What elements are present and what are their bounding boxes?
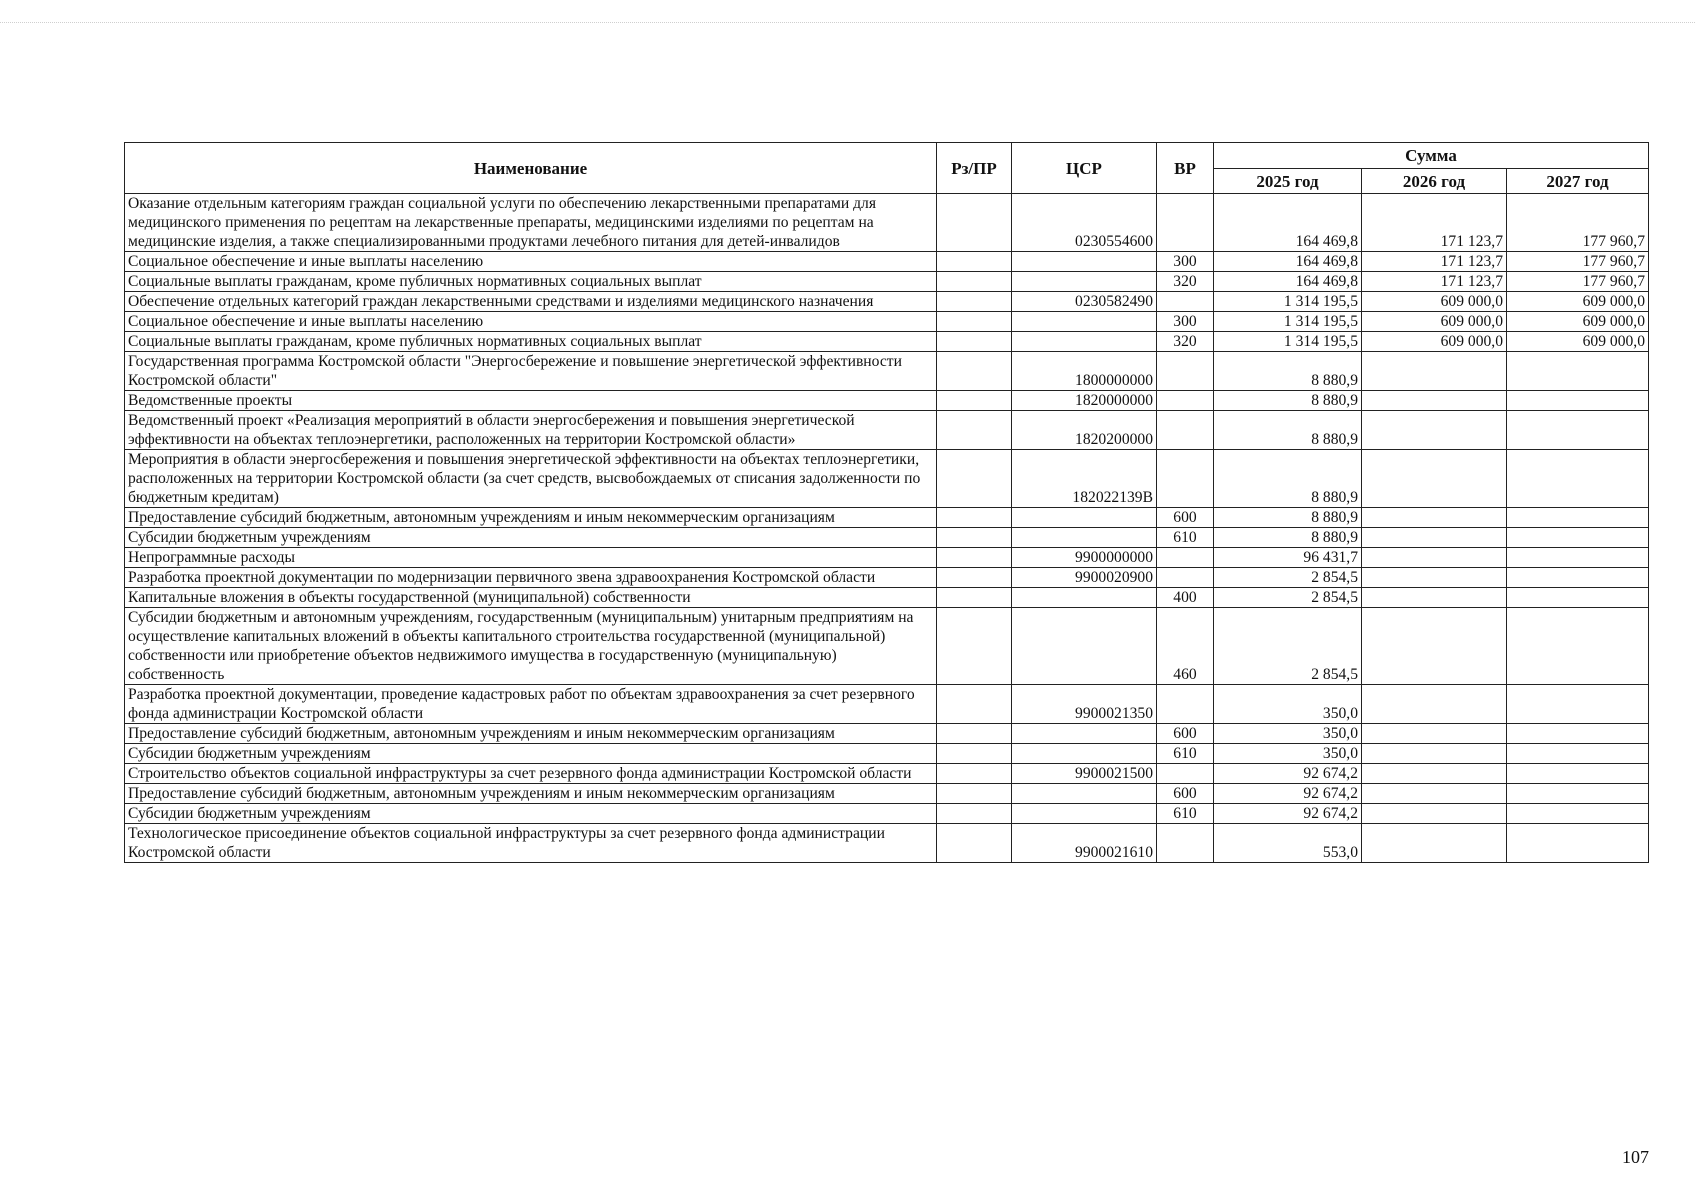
cell-2026: 609 000,0 [1362, 312, 1507, 332]
cell-name: Обеспечение отдельных категорий граждан лекарственными средствами и изделиями медицинского назначения [125, 292, 937, 312]
cell-2025: 8 880,9 [1214, 528, 1362, 548]
cell-vr: 610 [1157, 744, 1214, 764]
cell-2027 [1507, 588, 1649, 608]
table-row [125, 272, 1649, 292]
cell-2027 [1507, 804, 1649, 824]
cell-name: Разработка проектной документации по модернизации первичного звена здравоохранения Костромской области [125, 568, 937, 588]
cell-2026: 609 000,0 [1362, 292, 1507, 312]
page-number: 107 [1622, 1147, 1649, 1167]
cell-2025: 8 880,9 [1214, 391, 1362, 411]
table-row [125, 588, 1649, 608]
column-header-2027: 2027 год [1507, 169, 1649, 194]
cell-vr: 600 [1157, 784, 1214, 804]
cell-name: Мероприятия в области энергосбережения и повышения энергетической эффективности на объектах теплоэнергетики, расположенных на территории Костромской области (за счет средств, высвобождаемых от списания задолженности по бюджетным кредитам) [125, 450, 937, 508]
column-header-2025: 2025 год [1214, 169, 1362, 194]
cell-2027: 177 960,7 [1507, 252, 1649, 272]
cell-2027 [1507, 764, 1649, 784]
cell-rzpr [937, 568, 1012, 588]
cell-name: Предоставление субсидий бюджетным, автономным учреждениям и иным некоммерческим организациям [125, 784, 937, 804]
cell-rzpr [937, 292, 1012, 312]
table-row [125, 548, 1649, 568]
cell-2025: 8 880,9 [1214, 508, 1362, 528]
table-row [125, 312, 1649, 332]
cell-2026 [1362, 588, 1507, 608]
table-row [125, 568, 1649, 588]
cell-vr [1157, 292, 1214, 312]
cell-2025: 92 674,2 [1214, 804, 1362, 824]
cell-name: Ведомственный проект «Реализация мероприятий в области энергосбережения и повышения энергетической эффективности на объектах теплоэнергетики, расположенных на территории Костромской области» [125, 411, 937, 450]
cell-name: Социальное обеспечение и иные выплаты населению [125, 312, 937, 332]
cell-vr: 400 [1157, 588, 1214, 608]
cell-name: Государственная программа Костромской области "Энергосбережение и повышение энергетической эффективности Костромской области" [125, 352, 937, 391]
table-row [125, 685, 1649, 724]
cell-name: Оказание отдельным категориям граждан социальной услуги по обеспечению лекарственными препаратами для медицинского применения по рецептам на лекарственные препараты, медицинскими изделиями по рецептам на медицинские изделия, а также специализированными продуктами лечебного питания для детей-инвалидов [125, 194, 937, 252]
cell-csr [1012, 508, 1157, 528]
table-row [125, 744, 1649, 764]
cell-2025: 1 314 195,5 [1214, 292, 1362, 312]
cell-2026 [1362, 608, 1507, 685]
cell-csr: 1820000000 [1012, 391, 1157, 411]
cell-name: Предоставление субсидий бюджетным, автономным учреждениям и иным некоммерческим организациям [125, 508, 937, 528]
cell-csr [1012, 588, 1157, 608]
cell-csr: 9900021500 [1012, 764, 1157, 784]
cell-2026 [1362, 764, 1507, 784]
cell-rzpr [937, 528, 1012, 548]
cell-2027 [1507, 724, 1649, 744]
cell-name: Субсидии бюджетным учреждениям [125, 804, 937, 824]
cell-2027: 609 000,0 [1507, 332, 1649, 352]
cell-csr: 1800000000 [1012, 352, 1157, 391]
cell-name: Технологическое присоединение объектов социальной инфраструктуры за счет резервного фонда администрации Костромской области [125, 824, 937, 863]
cell-2025: 92 674,2 [1214, 764, 1362, 784]
cell-2026 [1362, 685, 1507, 724]
cell-2025: 350,0 [1214, 744, 1362, 764]
scan-artifact-line [0, 22, 1695, 23]
cell-name: Субсидии бюджетным и автономным учреждениям, государственным (муниципальным) унитарным предприятиям на осуществление капитальных вложений в объекты капитального строительства государственной (муниципальной) собственности или приобретение объектов недвижимого имущества в государственную (муниципальную) собственность [125, 608, 937, 685]
table-row [125, 450, 1649, 508]
cell-2025: 553,0 [1214, 824, 1362, 863]
cell-2026 [1362, 784, 1507, 804]
cell-rzpr [937, 508, 1012, 528]
cell-csr: 0230582490 [1012, 292, 1157, 312]
budget-table [124, 142, 1649, 863]
cell-2027 [1507, 608, 1649, 685]
table-row [125, 292, 1649, 312]
cell-2027: 177 960,7 [1507, 272, 1649, 292]
cell-vr: 320 [1157, 272, 1214, 292]
cell-rzpr [937, 804, 1012, 824]
cell-2025: 164 469,8 [1214, 272, 1362, 292]
cell-name: Социальные выплаты гражданам, кроме публичных нормативных социальных выплат [125, 272, 937, 292]
cell-vr [1157, 352, 1214, 391]
cell-vr [1157, 824, 1214, 863]
cell-rzpr [937, 450, 1012, 508]
cell-vr [1157, 685, 1214, 724]
cell-2027 [1507, 784, 1649, 804]
cell-2026: 171 123,7 [1362, 194, 1507, 252]
cell-2026 [1362, 804, 1507, 824]
cell-vr [1157, 764, 1214, 784]
cell-2025: 164 469,8 [1214, 194, 1362, 252]
cell-name: Субсидии бюджетным учреждениям [125, 744, 937, 764]
table-row [125, 724, 1649, 744]
cell-2026 [1362, 548, 1507, 568]
cell-name: Разработка проектной документации, проведение кадастровых работ по объектам здравоохранения за счет резервного фонда администрации Костромской области [125, 685, 937, 724]
cell-2027 [1507, 548, 1649, 568]
cell-name: Строительство объектов социальной инфраструктуры за счет резервного фонда администрации Костромской области [125, 764, 937, 784]
cell-2026: 171 123,7 [1362, 272, 1507, 292]
cell-csr [1012, 252, 1157, 272]
cell-2025: 1 314 195,5 [1214, 312, 1362, 332]
column-header-csr: ЦСР [1012, 143, 1157, 194]
table-row [125, 508, 1649, 528]
cell-csr: 9900000000 [1012, 548, 1157, 568]
cell-csr [1012, 312, 1157, 332]
cell-2027 [1507, 411, 1649, 450]
cell-csr [1012, 724, 1157, 744]
cell-2026 [1362, 411, 1507, 450]
cell-2025: 2 854,5 [1214, 588, 1362, 608]
table-row [125, 252, 1649, 272]
cell-2026 [1362, 450, 1507, 508]
cell-name: Социальные выплаты гражданам, кроме публичных нормативных социальных выплат [125, 332, 937, 352]
column-header-sum: Сумма [1214, 143, 1649, 169]
cell-csr [1012, 608, 1157, 685]
cell-2025: 92 674,2 [1214, 784, 1362, 804]
column-header-2026: 2026 год [1362, 169, 1507, 194]
cell-2027 [1507, 352, 1649, 391]
cell-rzpr [937, 764, 1012, 784]
cell-csr [1012, 332, 1157, 352]
cell-name: Субсидии бюджетным учреждениям [125, 528, 937, 548]
cell-name: Капитальные вложения в объекты государственной (муниципальной) собственности [125, 588, 937, 608]
table-row [125, 391, 1649, 411]
cell-name: Непрограммные расходы [125, 548, 937, 568]
cell-vr [1157, 391, 1214, 411]
table-row [125, 764, 1649, 784]
cell-csr [1012, 784, 1157, 804]
cell-2027: 609 000,0 [1507, 292, 1649, 312]
cell-2026 [1362, 824, 1507, 863]
cell-rzpr [937, 332, 1012, 352]
column-header-vr: ВР [1157, 143, 1214, 194]
cell-2027 [1507, 450, 1649, 508]
column-header-name: Наименование [125, 143, 937, 194]
cell-vr [1157, 548, 1214, 568]
cell-vr [1157, 450, 1214, 508]
cell-csr: 9900021610 [1012, 824, 1157, 863]
cell-rzpr [937, 272, 1012, 292]
cell-2027: 609 000,0 [1507, 312, 1649, 332]
cell-csr: 182022139В [1012, 450, 1157, 508]
cell-vr: 600 [1157, 508, 1214, 528]
cell-vr: 610 [1157, 804, 1214, 824]
table-row [125, 784, 1649, 804]
cell-vr: 460 [1157, 608, 1214, 685]
cell-2025: 164 469,8 [1214, 252, 1362, 272]
cell-name: Социальное обеспечение и иные выплаты населению [125, 252, 937, 272]
cell-2026 [1362, 508, 1507, 528]
cell-2025: 350,0 [1214, 685, 1362, 724]
cell-2026 [1362, 568, 1507, 588]
cell-rzpr [937, 744, 1012, 764]
cell-2026 [1362, 352, 1507, 391]
cell-rzpr [937, 824, 1012, 863]
table-row [125, 194, 1649, 252]
cell-csr [1012, 744, 1157, 764]
cell-rzpr [937, 784, 1012, 804]
cell-2026: 171 123,7 [1362, 252, 1507, 272]
cell-rzpr [937, 608, 1012, 685]
column-header-rzpr: Рз/ПР [937, 143, 1012, 194]
cell-2027 [1507, 568, 1649, 588]
table-row [125, 824, 1649, 863]
cell-rzpr [937, 548, 1012, 568]
table-row [125, 352, 1649, 391]
cell-csr: 0230554600 [1012, 194, 1157, 252]
cell-vr: 320 [1157, 332, 1214, 352]
cell-2027 [1507, 744, 1649, 764]
cell-rzpr [937, 391, 1012, 411]
cell-csr: 1820200000 [1012, 411, 1157, 450]
cell-2025: 8 880,9 [1214, 450, 1362, 508]
table-row [125, 608, 1649, 685]
cell-2027 [1507, 528, 1649, 548]
cell-rzpr [937, 352, 1012, 391]
cell-2027 [1507, 508, 1649, 528]
table-header [125, 143, 1649, 194]
cell-rzpr [937, 252, 1012, 272]
table-row [125, 528, 1649, 548]
cell-2025: 2 854,5 [1214, 608, 1362, 685]
cell-vr: 300 [1157, 252, 1214, 272]
cell-2026 [1362, 744, 1507, 764]
cell-csr [1012, 528, 1157, 548]
cell-2025: 8 880,9 [1214, 411, 1362, 450]
cell-2026 [1362, 391, 1507, 411]
cell-vr [1157, 194, 1214, 252]
cell-rzpr [937, 588, 1012, 608]
cell-2025: 2 854,5 [1214, 568, 1362, 588]
cell-rzpr [937, 411, 1012, 450]
cell-vr: 610 [1157, 528, 1214, 548]
cell-name: Ведомственные проекты [125, 391, 937, 411]
table-body [125, 194, 1649, 863]
cell-2027: 177 960,7 [1507, 194, 1649, 252]
cell-csr: 9900020900 [1012, 568, 1157, 588]
cell-2027 [1507, 391, 1649, 411]
cell-csr [1012, 804, 1157, 824]
cell-vr: 600 [1157, 724, 1214, 744]
cell-2025: 8 880,9 [1214, 352, 1362, 391]
cell-vr [1157, 411, 1214, 450]
cell-2025: 350,0 [1214, 724, 1362, 744]
cell-2025: 96 431,7 [1214, 548, 1362, 568]
cell-2026 [1362, 724, 1507, 744]
cell-rzpr [937, 194, 1012, 252]
table-row [125, 804, 1649, 824]
cell-2027 [1507, 685, 1649, 724]
cell-2026: 609 000,0 [1362, 332, 1507, 352]
cell-name: Предоставление субсидий бюджетным, автономным учреждениям и иным некоммерческим организациям [125, 724, 937, 744]
cell-vr [1157, 568, 1214, 588]
cell-2026 [1362, 528, 1507, 548]
cell-2025: 1 314 195,5 [1214, 332, 1362, 352]
cell-rzpr [937, 685, 1012, 724]
cell-csr [1012, 272, 1157, 292]
table-row [125, 332, 1649, 352]
cell-2027 [1507, 824, 1649, 863]
cell-rzpr [937, 312, 1012, 332]
cell-csr: 9900021350 [1012, 685, 1157, 724]
cell-rzpr [937, 724, 1012, 744]
table-row [125, 411, 1649, 450]
cell-vr: 300 [1157, 312, 1214, 332]
